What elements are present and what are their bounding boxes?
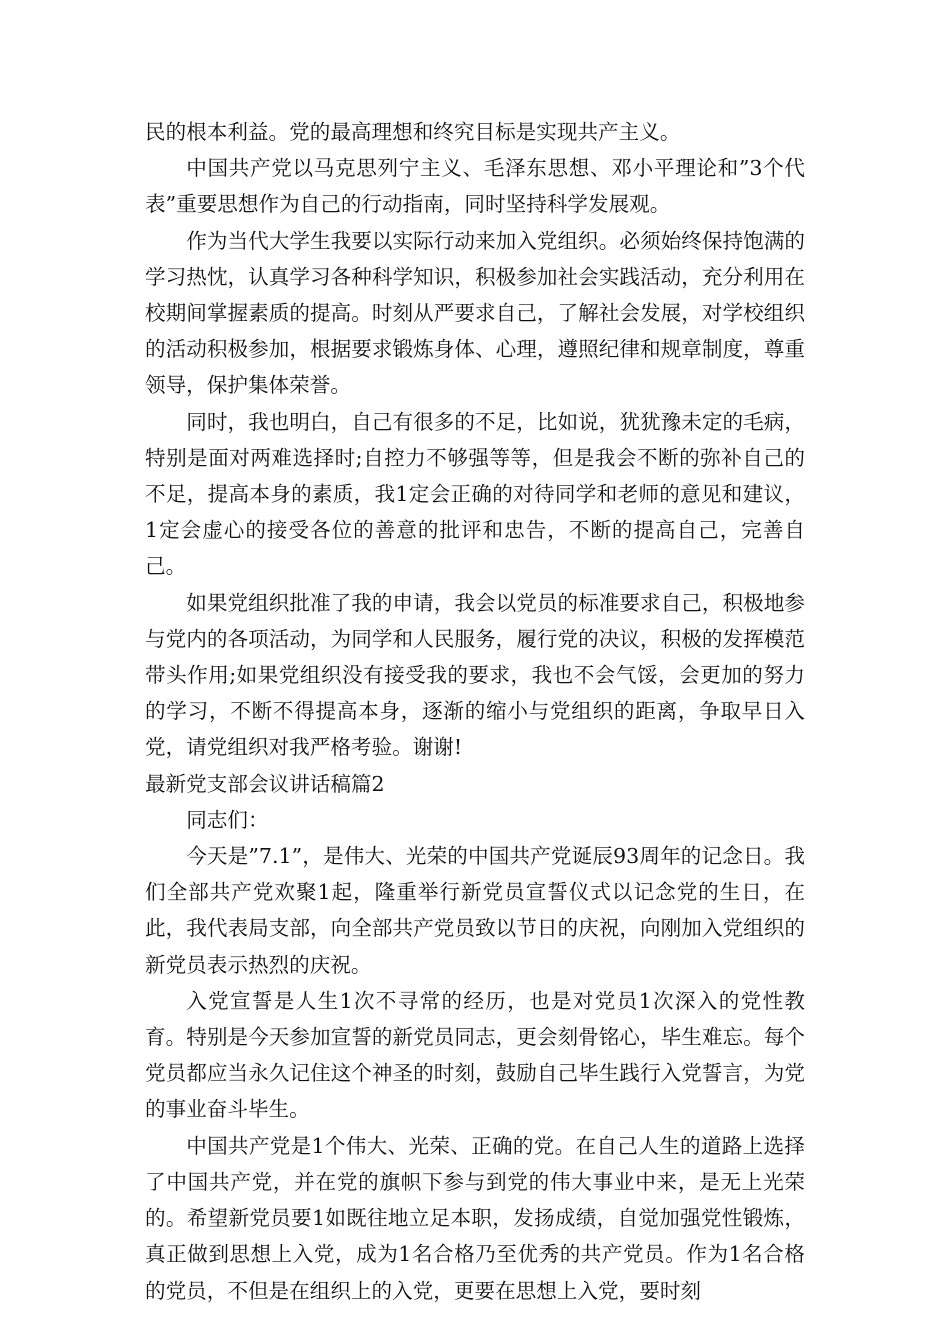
- paragraph: 入党宣誓是人生1次不寻常的经历，也是对党员1次深入的党性教育。特别是今天参加宣誓的新党员同志，更会刻骨铭心，毕生难忘。每个党员都应当永久记住这个神圣的时刻，鼓励自己毕生践行入党誓言，为党的事业奋斗毕生。: [145, 988, 805, 1122]
- paragraph: 民的根本利益。党的最高理想和终究目标是实现共产主义。: [145, 120, 681, 144]
- paragraph: 中国共产党以马克思列宁主义、毛泽东思想、邓小平理论和”3个代表”重要思想作为自己的行动指南，同时坚持科学发展观。: [145, 156, 805, 217]
- paragraph: 如果党组织批准了我的申请，我会以党员的标准要求自己，积极地参与党内的各项活动，为同学和人民服务，履行党的决议，积极的发挥模范带头作用;如果党组织没有接受我的要求，我也不会气馁，会更加的努力的学习，不断不得提高本身，逐渐的缩小与党组织的距离，争取早日入党，请党组织对我严格考验。谢谢!: [145, 590, 805, 760]
- paragraph: 作为当代大学生我要以实际行动来加入党组织。必须始终保持饱满的学习热忱，认真学习各种科学知识，积极参加社会实践活动，充分利用在校期间掌握素质的提高。时刻从严要求自己，了解社会发展，对学校组织的活动积极参加，根据要求锻炼身体、心理，遵照纪律和规章制度，尊重领导，保护集体荣誉。: [145, 228, 805, 398]
- paragraph: 今天是”7.1”，是伟大、光荣的中国共产党诞辰93周年的记念日。我们全部共产党欢聚1起，隆重举行新党员宣誓仪式以记念党的生日，在此，我代表局支部，向全部共产党员致以节日的庆祝，向刚加入党组织的新党员表示热烈的庆祝。: [145, 844, 805, 977]
- document-body: [145, 114, 805, 1309]
- paragraph: 同时，我也明白，自己有很多的不足，比如说，犹犹豫未定的毛病，特别是面对两难选择时;自控力不够强等等，但是我会不断的弥补自己的不足，提高本身的素质，我1定会正确的对待同学和老师的意见和建议，1定会虚心的接受各位的善意的批评和忠告，不断的提高自己，完善自己。: [145, 409, 805, 579]
- section-heading: 最新党支部会议讲话稿篇2: [145, 771, 385, 796]
- salutation: 同志们：: [186, 807, 269, 832]
- paragraph: 中国共产党是1个伟大、光荣、正确的党。在自己人生的道路上选择了中国共产党，并在党的旗帜下参与到党的伟大事业中来，是无上光荣的。希望新党员要1如既往地立足本职，发扬成绩，自觉加强党性锻炼，真正做到思想上入党，成为1名合格乃至优秀的共产党员。作为1名合格的党员，不但是在组织上的入党，更要在思想上入党，要时刻: [145, 1133, 805, 1303]
